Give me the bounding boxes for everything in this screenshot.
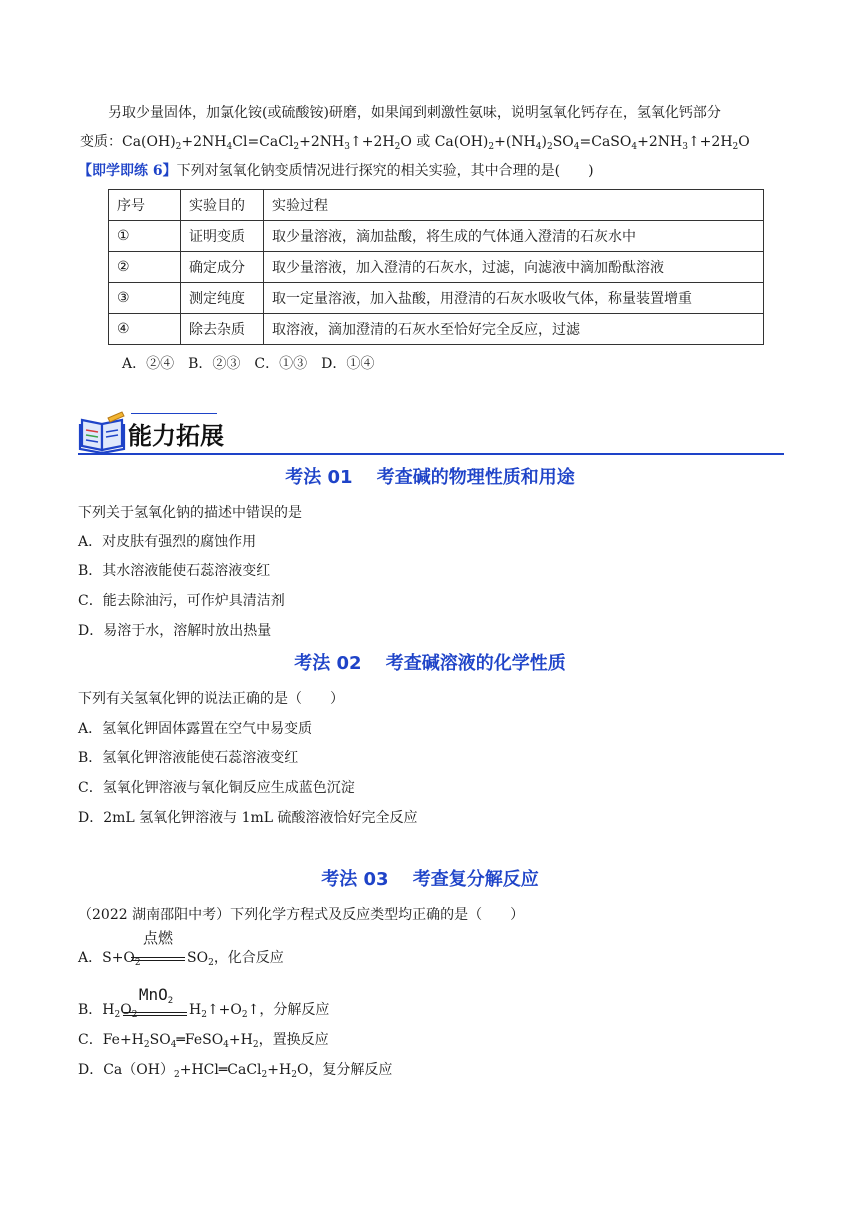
method-03-option-a: A．$S+O_2$	[78, 950, 141, 968]
method-01-question: 下列关于氢氧化钠的描述中错误的是	[78, 505, 302, 521]
row-procedure: 取少量溶液，加入澄清的石灰水，过滤，向滤液中滴加酚酞溶液	[264, 252, 764, 283]
header-cell: 序号	[109, 190, 181, 221]
method-01-option-b: B．其水溶液能使石蕊溶液变红	[78, 563, 271, 579]
option-b-equal-bar	[123, 1012, 187, 1016]
practice-question-text: 下列对氢氧化钠变质情况进行探究的相关实验，其中合理的是( )	[176, 163, 594, 179]
row-number: ④	[109, 314, 181, 345]
banner-top-rule	[131, 413, 217, 414]
row-purpose: 确定成分	[181, 252, 264, 283]
method-02-title: 考法 02 考查碱溶液的化学性质	[294, 653, 566, 674]
intro-line-1: 另取少量固体，加氯化铵(或硫酸铵)研磨，如果闻到刺激性氨味，说明氢氧化钙存在，氢氧化钙部分	[108, 105, 721, 121]
method-01-option-c: C．能去除油污，可作炉具清洁剂	[78, 593, 285, 609]
row-number: ③	[109, 283, 181, 314]
table-row	[109, 283, 764, 314]
method-03-option-c: C．$Fe+H_2SO_4═FeSO_4+H_2$，置换反应	[78, 1032, 329, 1050]
row-number: ②	[109, 252, 181, 283]
practice-tag: 【即学即练 6】	[78, 163, 177, 179]
row-procedure: 取一定量溶液，加入盐酸，用澄清的石灰水吸收气体，称量装置增重	[264, 283, 764, 314]
method-02-option-a: A．氢氧化钾固体露置在空气中易变质	[78, 721, 313, 737]
practice-question	[78, 161, 594, 181]
experiment-table	[108, 189, 764, 345]
book-icon	[78, 410, 130, 454]
row-purpose: 证明变质	[181, 221, 264, 252]
option-b-products: $H_2↑+O_2↑$，分解反应	[189, 1002, 330, 1020]
method-02-option-d: D．2mL 氢氧化钾溶液与 1mL 硫酸溶液恰好完全反应	[78, 810, 418, 826]
option-a-equal-bar	[131, 957, 185, 961]
method-03-question: （2022 湖南邵阳中考）下列化学方程式及反应类型均正确的是（ ）	[78, 907, 525, 923]
row-procedure: 取溶液，滴加澄清的石灰水至恰好完全反应，过滤	[264, 314, 764, 345]
option-a-condition: 点燃	[142, 929, 173, 947]
method-01-title: 考法 01 考查碱的物理性质和用途	[285, 467, 575, 488]
header-cell: 实验目的	[181, 190, 264, 221]
equation-2: $Ca(OH)_2+(NH_4)_2SO_4=CaSO_4+2NH_3↑+2H_2O$	[434, 134, 750, 152]
intro-line-2	[80, 132, 750, 152]
method-01-option-d: D．易溶于水，溶解时放出热量	[78, 623, 272, 639]
method-01-option-a: A．对皮肤有强烈的腐蚀作用	[78, 534, 257, 550]
row-number: ①	[109, 221, 181, 252]
header-cell: 实验过程	[264, 190, 764, 221]
method-03-option-d: D．$Ca(OH)_2+HCl═CaCl_2+H_2O$，复分解反应	[78, 1062, 393, 1080]
table-row	[109, 221, 764, 252]
method-02-option-c: C．氢氧化钾溶液与氧化铜反应生成蓝色沉淀	[78, 780, 355, 796]
table-header-row	[109, 190, 764, 221]
or-word: 或	[416, 134, 431, 150]
option-b-catalyst: MnO$_2$	[138, 985, 174, 1006]
method-02-question: 下列有关氢氧化钾的说法正确的是（ ）	[78, 691, 344, 707]
option-a-product: $SO_2$，化合反应	[187, 950, 284, 968]
equation-1: $Ca(OH)_2+2NH_4Cl=CaCl_2+2NH_3↑+2H_2O$	[122, 134, 412, 152]
practice-options: A．②④ B．②③ C．①③ D．①④	[122, 356, 375, 372]
intro-prefix: 变质：	[80, 134, 122, 150]
banner-underline	[78, 453, 784, 455]
table-row	[109, 314, 764, 345]
table-row	[109, 252, 764, 283]
row-procedure: 取少量溶液，滴加盐酸，将生成的气体通入澄清的石灰水中	[264, 221, 764, 252]
banner-title: 能力拓展	[128, 422, 224, 450]
method-03-title: 考法 03 考查复分解反应	[321, 869, 539, 890]
row-purpose: 测定纯度	[181, 283, 264, 314]
method-03-option-b: B．$H_2O_2$	[78, 1002, 138, 1020]
row-purpose: 除去杂质	[181, 314, 264, 345]
method-02-option-b: B．氢氧化钾溶液能使石蕊溶液变红	[78, 750, 299, 766]
